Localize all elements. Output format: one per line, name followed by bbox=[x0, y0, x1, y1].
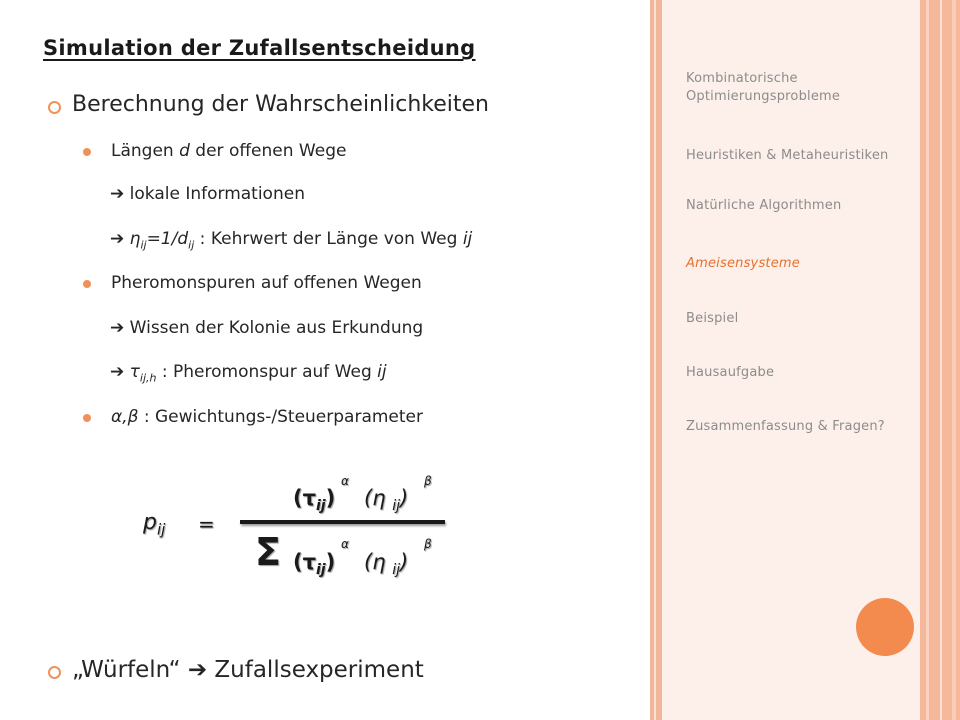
bullet-text: „Würfeln“ ➔ Zufallsexperiment bbox=[72, 657, 424, 683]
bullet-text: Längen d der offenen Wege bbox=[111, 141, 347, 161]
bullet-dot-icon bbox=[83, 148, 91, 156]
sub-line: ➔ $\tau_{ij,h}$ : Pheromonspur auf Weg ij bbox=[110, 362, 387, 385]
bullet-ring-icon bbox=[48, 666, 61, 679]
nav-item-zusammenfassung[interactable]: Zusammenfassung & Fragen? bbox=[686, 419, 885, 434]
arrow-right-icon: ➔ bbox=[110, 318, 125, 338]
decor-circle bbox=[856, 598, 914, 656]
denominator-eta: (η $_{ij}$) bbox=[364, 550, 409, 579]
numerator-eta: (η $_{ij}$) bbox=[364, 486, 409, 515]
slide-title: Simulation der Zufallsentscheidung bbox=[43, 36, 476, 60]
fraction-bar bbox=[240, 520, 445, 524]
numerator-alpha: α bbox=[341, 474, 349, 488]
nav-item-kombinatorische-optimierungsprobleme[interactable]: Kombinatorische Optimierungsprobleme bbox=[686, 71, 841, 104]
decor-stripe-line bbox=[654, 0, 656, 720]
nav-item-natuerliche-algorithmen[interactable]: Natürliche Algorithmen bbox=[686, 198, 842, 213]
formula-equals: = bbox=[198, 512, 215, 536]
sub-line: ➔ lokale Informationen bbox=[110, 184, 305, 204]
nav-item-hausaufgabe[interactable]: Hausaufgabe bbox=[686, 365, 775, 380]
decor-stripe-line bbox=[952, 0, 956, 720]
bullet-dot-icon bbox=[83, 280, 91, 288]
denominator-tau: $(\tau_{ij})$ bbox=[293, 550, 336, 579]
denominator-alpha: α bbox=[341, 537, 349, 551]
bullet-text: α,β : Gewichtungs-/Steuerparameter bbox=[111, 407, 423, 427]
bullet-dot-icon bbox=[83, 414, 91, 422]
arrow-right-icon: ➔ bbox=[110, 362, 125, 382]
nav-item-ameisensysteme[interactable]: Ameisensysteme bbox=[686, 256, 800, 271]
nav-item-heuristiken[interactable]: Heuristiken & Metaheuristiken bbox=[686, 148, 889, 163]
bullet-ring-icon bbox=[48, 101, 61, 114]
decor-stripe-left bbox=[650, 0, 662, 720]
bullet-text: Berechnung der Wahrscheinlichkeiten bbox=[72, 92, 489, 117]
nav-item-beispiel[interactable]: Beispiel bbox=[686, 311, 739, 326]
sum-symbol: Σ bbox=[255, 530, 281, 574]
sub-line: ➔ $\eta_{ij}=1/d_{ij}$ : Kehrwert der Länge von Weg ij bbox=[110, 229, 473, 252]
arrow-right-icon: ➔ bbox=[110, 229, 125, 249]
sub-line: ➔ Wissen der Kolonie aus Erkundung bbox=[110, 318, 424, 338]
denominator-beta: β bbox=[424, 537, 432, 551]
formula-lhs: $p_{ij}$ bbox=[143, 510, 166, 539]
decor-stripe-line bbox=[940, 0, 942, 720]
arrow-right-icon: ➔ bbox=[110, 184, 125, 204]
numerator-beta: β bbox=[424, 474, 432, 488]
numerator-tau: $(\tau_{ij})$ bbox=[293, 486, 336, 515]
bullet-text: Pheromonspuren auf offenen Wegen bbox=[111, 273, 422, 293]
decor-stripe-line bbox=[926, 0, 929, 720]
arrow-right-icon: ➔ bbox=[187, 657, 208, 683]
